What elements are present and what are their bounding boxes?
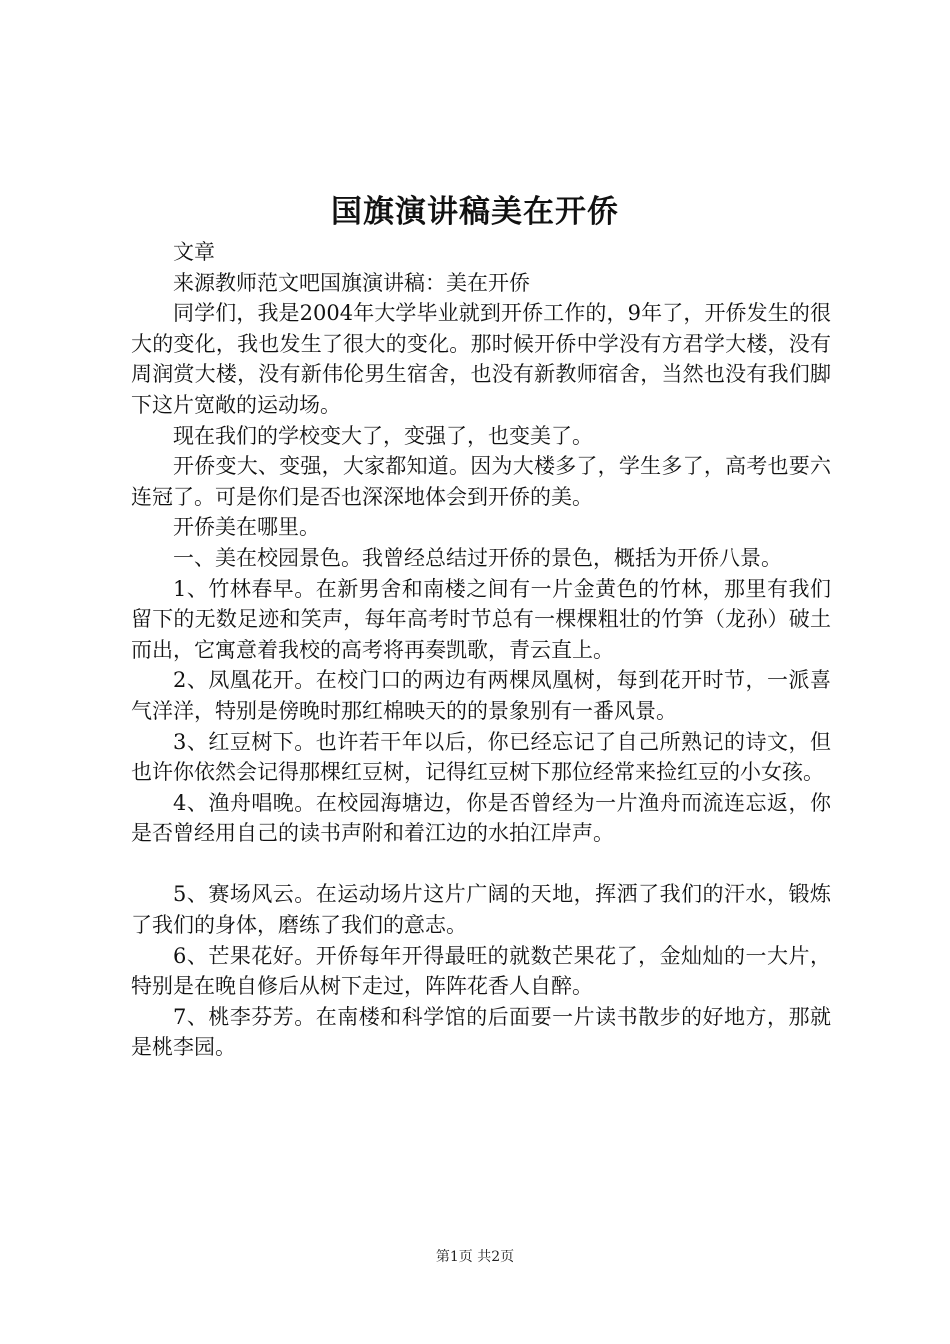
paragraph: 6、芒果花好。开侨每年开得最旺的就数芒果花了，金灿灿的一大片，特别是在晚自修后从树下走过，阵阵花香人自醉。 — [131, 943, 831, 999]
paragraph: 1、竹林春早。在新男舍和南楼之间有一片金黄色的竹林，那里有我们留下的无数足迹和笑声，每年高考时节总有一棵棵粗壮的竹笋（龙孙）破土而出，它寓意着我校的高考将再奏凯歌，青云直上。 — [131, 576, 831, 662]
paragraph: 7、桃李芬芳。在南楼和科学馆的后面要一片读书散步的好地方，那就是桃李园。 — [131, 1004, 831, 1060]
document-body — [131, 237, 831, 1063]
document-title: 国旗演讲稿美在开侨 — [331, 194, 619, 230]
paragraph: 开侨美在哪里。 — [173, 515, 320, 540]
paragraph: 4、渔舟唱晚。在校园海塘边，你是否曾经为一片渔舟而流连忘返，你是否曾经用自己的读书声附和着江边的水拍江岸声。 — [131, 790, 831, 846]
paragraph: 3、红豆树下。也许若干年以后，你已经忘记了自己所熟记的诗文，但也许你依然会记得那棵红豆树，记得红豆树下那位经常来捡红豆的小女孩。 — [131, 729, 831, 785]
page-footer: 第1页 共2页 — [435, 1249, 515, 1265]
paragraph: 一、美在校园景色。我曾经总结过开侨的景色，概括为开侨八景。 — [173, 545, 782, 570]
paragraph: 2、凤凰花开。在校门口的两边有两棵凤凰树，每到花开时节，一派喜气洋洋，特别是傍晚时那红棉映天的的景象别有一番风景。 — [131, 668, 831, 723]
paragraph: 同学们，我是2004年大学毕业就到开侨工作的，9年了，开侨发生的很大的变化，我也发生了很大的变化。那时候开侨中学没有方君学大楼，没有周润赏大楼，没有新伟伦男生宿舍，也没有新教师宿舍，当然也没有我们脚下这片宽敞的运动场。 — [131, 301, 831, 417]
paragraph: 现在我们的学校变大了，变强了，也变美了。 — [173, 423, 593, 448]
paragraph: 开侨变大、变强，大家都知道。因为大楼多了，学生多了，高考也要六连冠了。可是你们是否也深深地体会到开侨的美。 — [131, 454, 831, 509]
paragraph: 文章 — [173, 240, 215, 264]
paragraph: 5、赛场风云。在运动场片这片广阔的天地，挥洒了我们的汗水，锻炼了我们的身体，磨练了我们的意志。 — [131, 882, 831, 938]
paragraph: 来源教师范文吧国旗演讲稿：美在开侨 — [173, 270, 530, 295]
